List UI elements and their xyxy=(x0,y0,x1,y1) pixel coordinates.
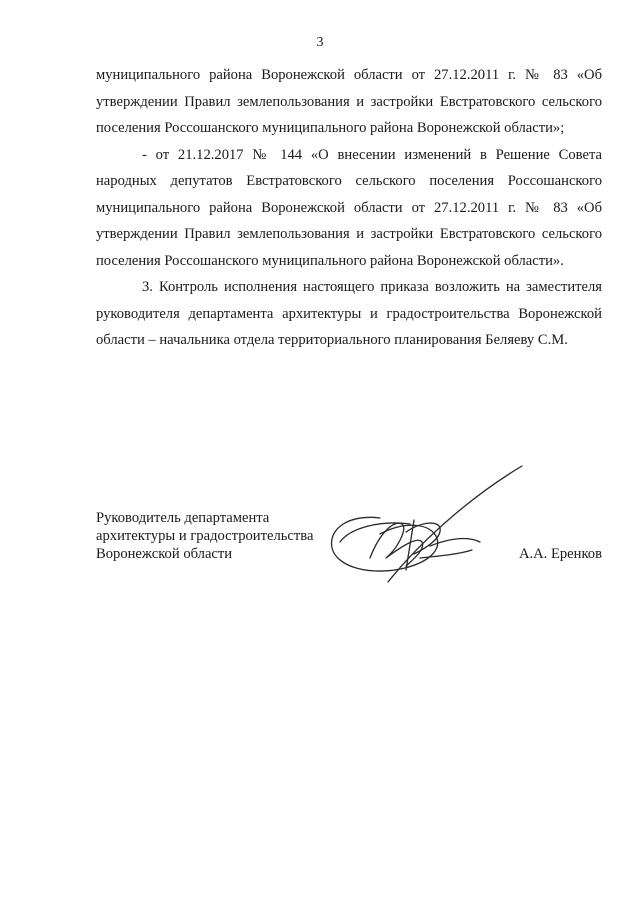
paragraph-continuation: муниципального района Воронежской области от 27.12.2011 г. № 83 «Об утверждении Правил землепользования и застройки Евстратовского сельского поселения Россошанского муниципального района Воронежской области»; xyxy=(96,67,602,136)
signature-stroke xyxy=(340,523,410,542)
document-body xyxy=(96,62,602,354)
signature-stroke xyxy=(370,523,423,566)
signer-name: А.А. Еренков xyxy=(518,546,602,562)
signer-position-line: архитектуры и градостроительства xyxy=(96,528,314,544)
page-number: 3 xyxy=(316,35,324,50)
handwritten-signature xyxy=(310,462,535,587)
signer-position-line: Руководитель департамента xyxy=(96,510,270,526)
signature-stroke xyxy=(420,550,472,558)
paragraph-amendment-item: - от 21.12.2017 № 144 «О внесении изменений в Решение Совета народных депутатов Евстратовского сельского поселения Россошанского муниципального района Воронежской области от 27.12.2011 г. № 83 «Об утверждении Правил землепользования и застройки Евстратовского сельского поселения Россошанского муниципального района Воронежской области». xyxy=(96,146,602,269)
paragraph-control-clause: 3. Контроль исполнения настоящего приказа возложить на заместителя руководителя департамента архитектуры и градостроительства Воронежской области – начальника отдела территориального планирования Беляеву С.М. xyxy=(96,279,602,348)
signer-position-line: Воронежской области xyxy=(96,546,233,562)
